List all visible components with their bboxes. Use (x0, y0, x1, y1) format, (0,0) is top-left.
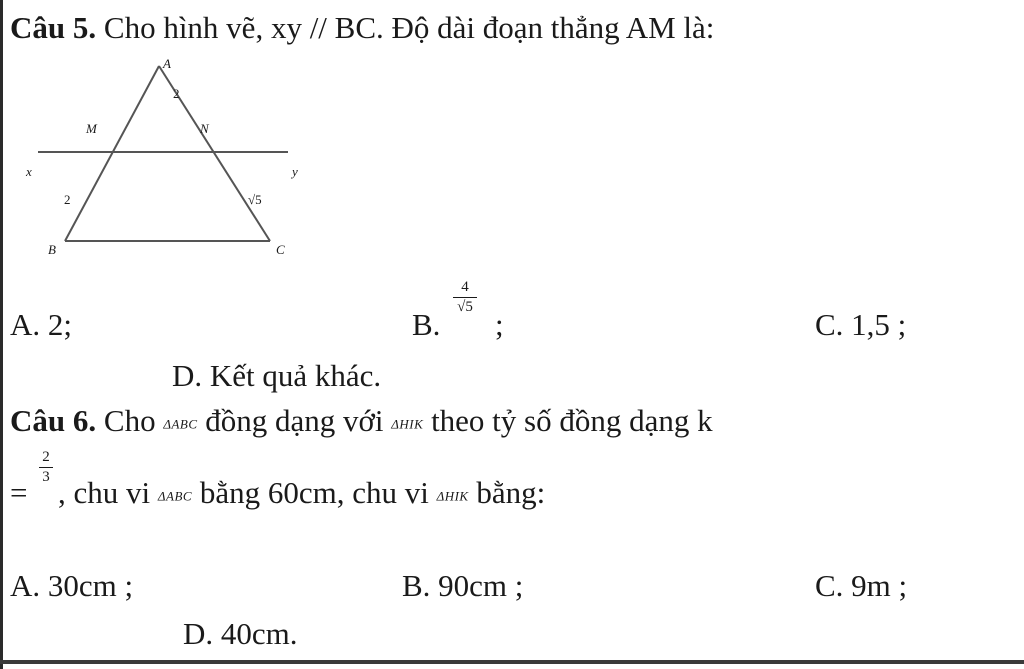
question-5-prompt: Cho hình vẽ, xy // BC. Độ dài đoạn thẳng AM là: (103, 10, 715, 45)
q5-option-c[interactable]: C. 1,5 ; (815, 307, 907, 342)
triangle-figure (20, 52, 340, 262)
triangle-hik-symbol-2: ΔHIK (436, 488, 469, 504)
q6-text-bang: bằng: (476, 475, 546, 510)
q6-text-bang-60: bằng 60cm, chu vi (199, 475, 429, 510)
point-b-label: B (48, 242, 56, 257)
point-m-label: M (86, 121, 97, 136)
ratio-fraction (39, 450, 53, 485)
point-n-label: N (200, 121, 209, 136)
q6-option-c[interactable]: C. 9m ; (815, 568, 908, 603)
side-ab (65, 66, 159, 241)
length-mb-label: 2 (64, 192, 71, 207)
q5-option-a[interactable]: A. 2; (10, 307, 72, 342)
question-5-heading (10, 12, 714, 43)
question-5-label: Câu 5. (10, 10, 97, 45)
q5-option-b-denominator: √5 (457, 299, 473, 315)
q6-option-b[interactable]: B. 90cm ; (402, 568, 524, 603)
q6-text-chu-vi-1: , chu vi (58, 475, 151, 510)
q6-option-a[interactable]: A. 30cm ; (10, 568, 134, 603)
question-6-line-2 (58, 477, 545, 508)
triangle-hik-symbol: ΔHIK (391, 416, 424, 432)
triangle-abc-symbol: ΔABC (163, 416, 198, 432)
q6-text-dong-dang: đồng dạng với (205, 403, 384, 438)
ratio-numerator: 2 (42, 449, 50, 465)
ratio-denominator: 3 (42, 469, 50, 485)
bottom-border (0, 660, 1024, 664)
point-a-label: A (163, 56, 171, 71)
q6-equals: = (10, 475, 28, 510)
q5-option-b-suffix: ; (495, 307, 504, 342)
question-6-label: Câu 6. (10, 403, 97, 438)
q5-option-b-numerator: 4 (461, 279, 469, 295)
q5-option-d[interactable]: D. Kết quả khác. (172, 358, 382, 393)
point-y-label: y (292, 164, 298, 179)
q6-text-cho: Cho (103, 403, 156, 438)
length-nc-label: √5 (248, 192, 262, 207)
q6-option-d[interactable]: D. 40cm. (183, 616, 298, 651)
q5-option-b-prefix: B. (412, 307, 441, 342)
point-x-label: x (26, 164, 32, 179)
length-an-label: 2 (173, 86, 180, 101)
triangle-abc-symbol-2: ΔABC (157, 488, 193, 504)
point-c-label: C (276, 242, 285, 257)
q5-option-b-fraction (453, 280, 477, 315)
left-border (0, 0, 3, 669)
question-6-line-1 (10, 405, 713, 436)
q6-text-ty-so: theo tỷ số đồng dạng k (431, 403, 713, 438)
